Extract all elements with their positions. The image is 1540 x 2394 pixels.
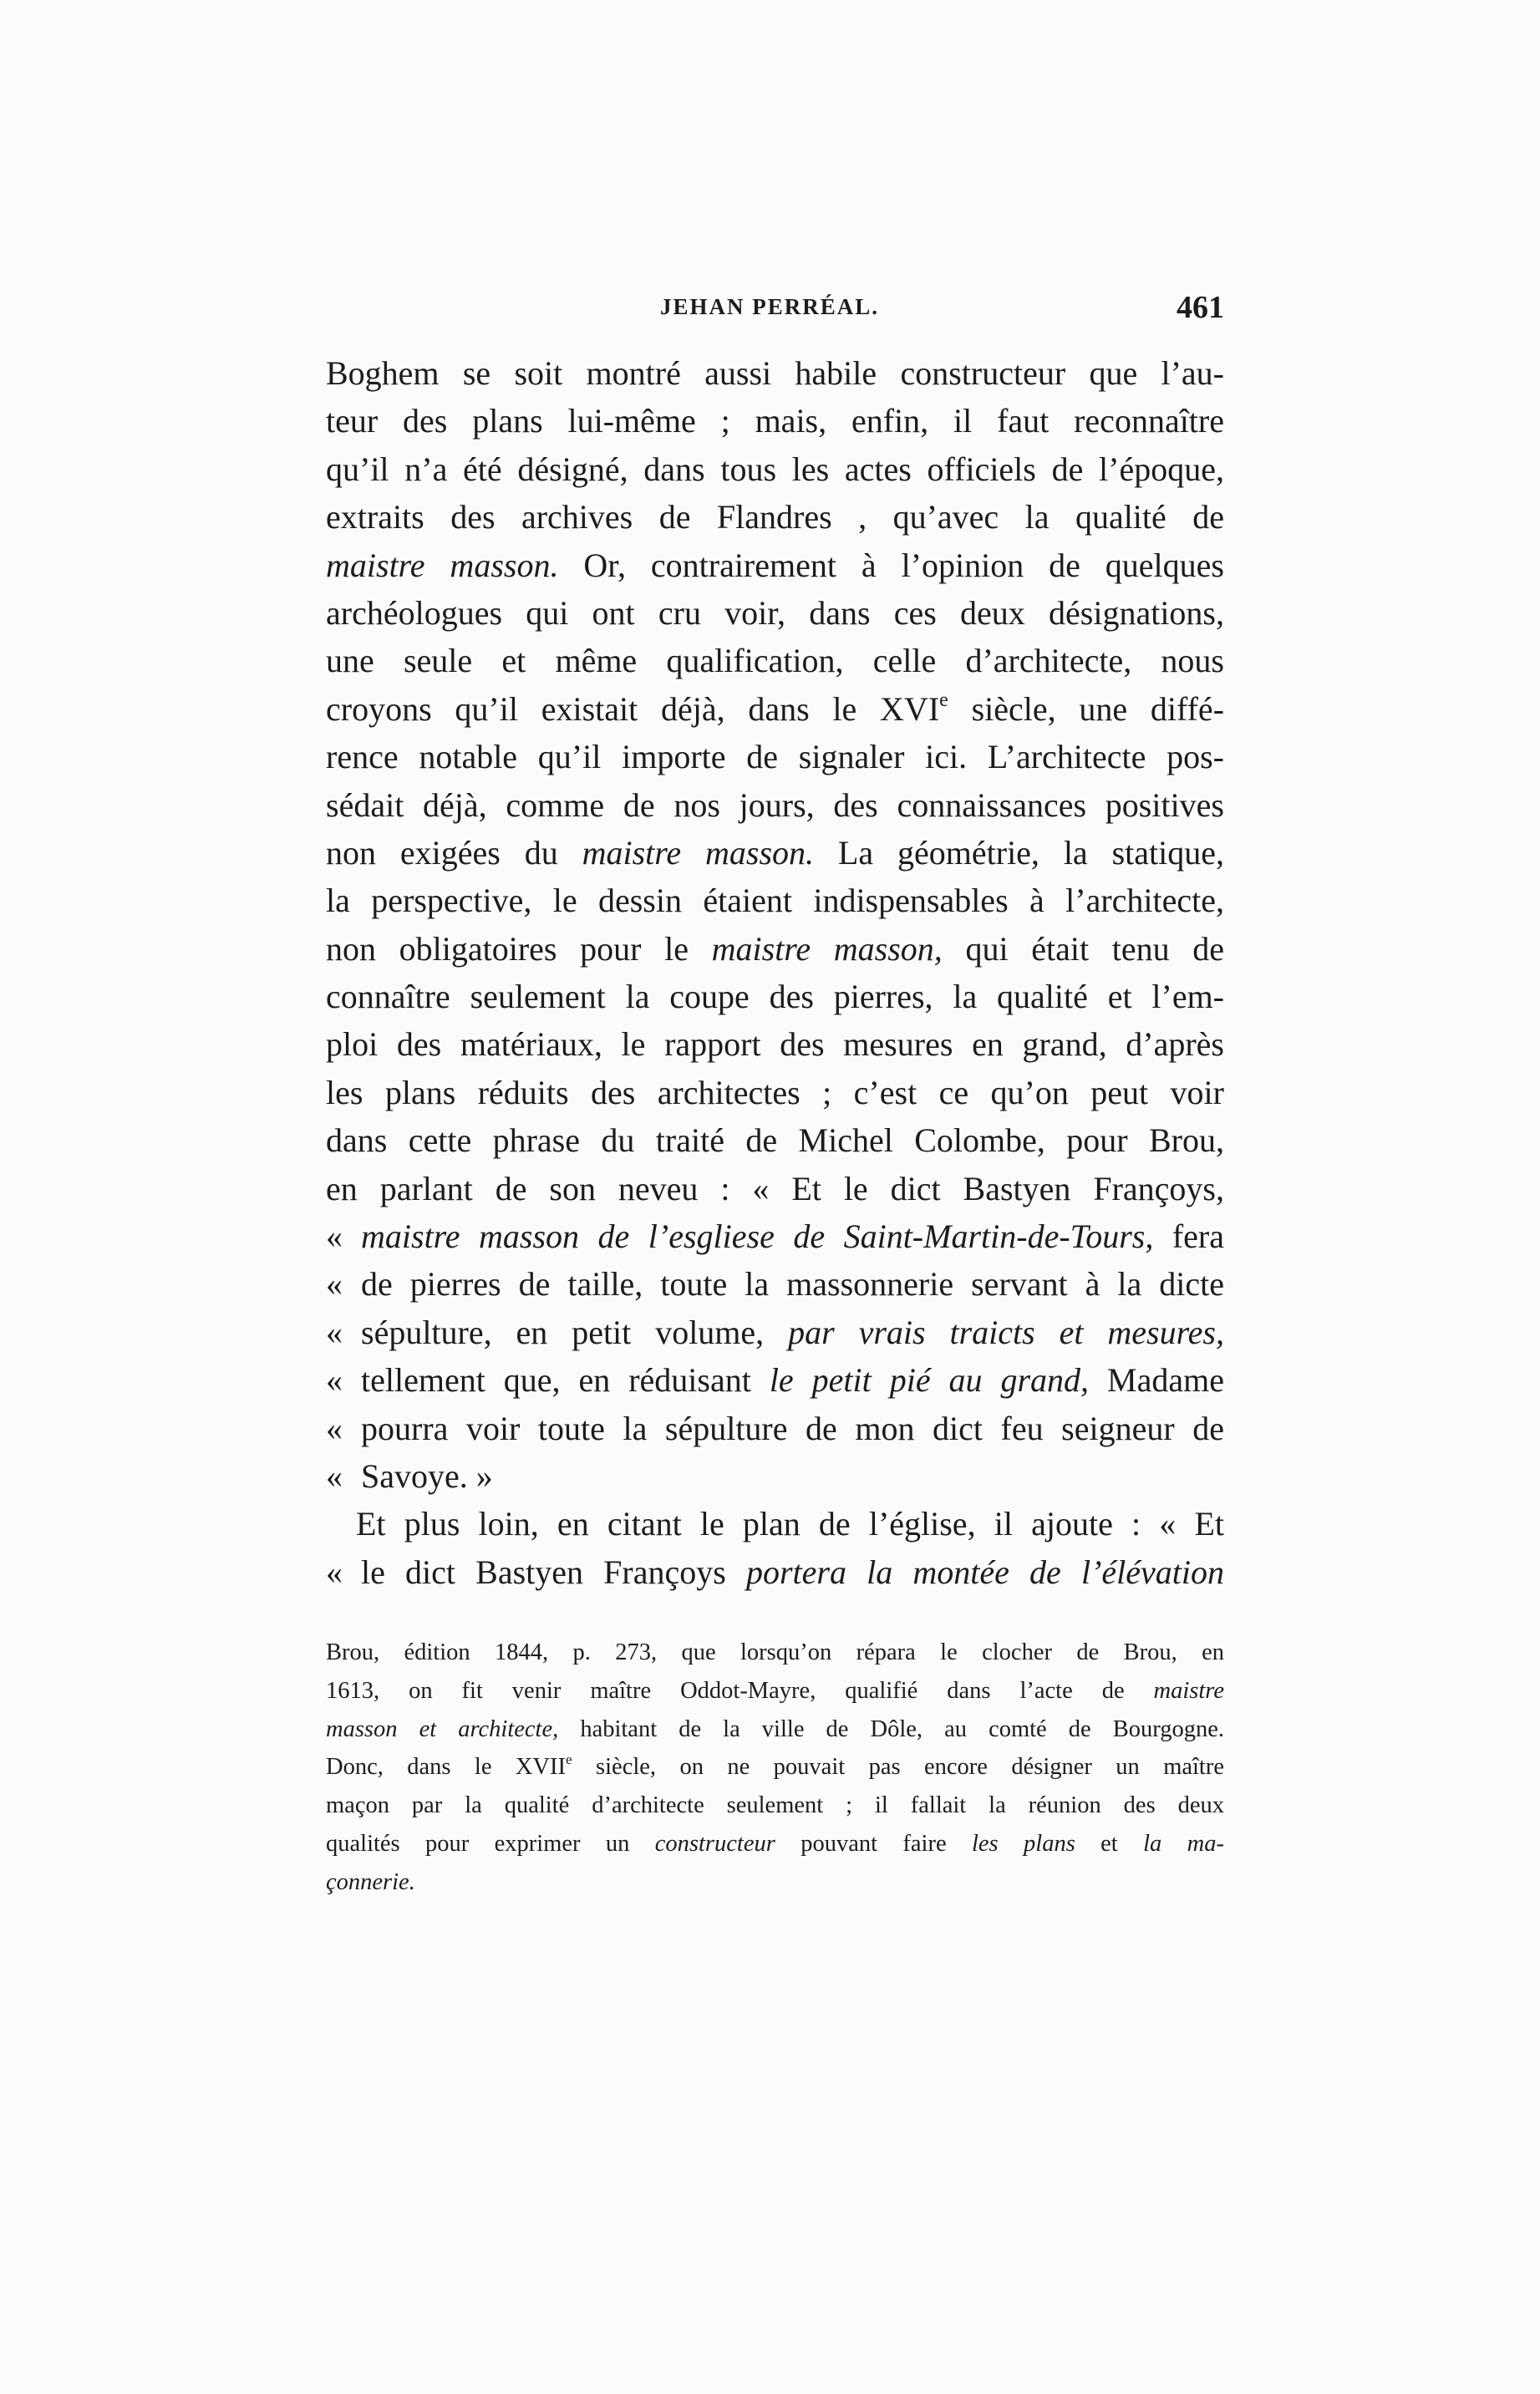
footnote-line: Donc, dans le XVIIe siècle, on ne pouvait pas encore désigner un maître: [326, 1751, 1224, 1781]
text-line: non obligatoires pour le maistre masson, qui était tenu de: [326, 929, 1224, 968]
quote-line: « pourra voir toute la sépulture de mon dict feu seigneur de: [326, 1409, 1224, 1447]
body-text: [326, 349, 1224, 1596]
text-line: extraits des archives de Flandres , qu’avec la qualité de: [326, 498, 1224, 536]
text-line: dans cette phrase du traité de Michel Colombe, pour Brou,: [326, 1121, 1224, 1160]
footnote-line: çonnerie.: [326, 1868, 415, 1895]
text-line: connaître seulement la coupe des pierres, la qualité et l’em-: [326, 978, 1224, 1016]
text-line: maistre masson. Or, contrairement à l’opinion de quelques: [326, 546, 1224, 584]
text-line: rence notable qu’il importe de signaler ici. L’architecte pos-: [326, 738, 1224, 776]
text-line: les plans réduits des architectes ; c’est ce qu’on peut voir: [326, 1073, 1224, 1111]
quote-line: « Savoye. »: [326, 1456, 493, 1495]
text-line: Et plus loin, en citant le plan de l’église, il ajoute : « Et: [356, 1505, 1224, 1543]
text-line: qu’il n’a été désigné, dans tous les actes officiels de l’époque,: [326, 450, 1224, 488]
text-line: teur des plans lui-même ; mais, enfin, il faut reconnaître: [326, 402, 1224, 440]
page-header: [326, 290, 1224, 328]
footnote-line: Brou, édition 1844, p. 273, que lorsqu’on répara le clocher de Brou, en: [326, 1639, 1224, 1665]
text-line: une seule et même qualification, celle d’architecte, nous: [326, 642, 1224, 680]
footnote: [326, 1634, 1224, 1902]
quote-line: « sépulture, en petit volume, par vrais traicts et mesures,: [326, 1313, 1224, 1351]
text-line: non exigées du maistre masson. La géométrie, la statique,: [326, 833, 1224, 872]
footnote-line: masson et architecte, habitant de la ville de Dôle, au comté de Bourgogne.: [326, 1715, 1225, 1742]
quote-line: « tellement que, en réduisant le petit pié au grand, Madame: [326, 1361, 1224, 1400]
text-line: archéologues qui ont cru voir, dans ces deux désignations,: [326, 593, 1224, 632]
text-line: Boghem se soit montré aussi habile constructeur que l’au-: [326, 354, 1224, 392]
footnote-line: maçon par la qualité d’architecte seulement ; il fallait la réunion des deux: [326, 1792, 1224, 1819]
text-line: la perspective, le dessin étaient indispensables à l’architecte,: [326, 882, 1224, 920]
quote-line: « le dict Bastyen Françoys portera la montée de l’élévation: [326, 1553, 1224, 1591]
quote-line: « maistre masson de l’esgliese de Saint-Martin-de-Tours, fera: [326, 1217, 1225, 1256]
text-line: croyons qu’il existait déjà, dans le XVIe siècle, une diffé-: [326, 689, 1224, 728]
running-head: JEHAN PERRÉAL.: [660, 294, 880, 319]
footnote-line: qualités pour exprimer un constructeur pouvant faire les plans et la ma-: [326, 1830, 1224, 1857]
text-line: sédait déjà, comme de nos jours, des connaissances positives: [326, 785, 1224, 824]
text-line: en parlant de son neveu : « Et le dict Bastyen Françoys,: [326, 1169, 1224, 1207]
page-number: 461: [1177, 290, 1224, 325]
footnote-line: 1613, on fit venir maître Oddot-Mayre, qualifié dans l’acte de maistre: [326, 1677, 1224, 1704]
quote-line: « de pierres de taille, toute la massonnerie servant à la dicte: [326, 1265, 1224, 1304]
text-line: ploi des matériaux, le rapport des mesures en grand, d’après: [326, 1025, 1224, 1064]
